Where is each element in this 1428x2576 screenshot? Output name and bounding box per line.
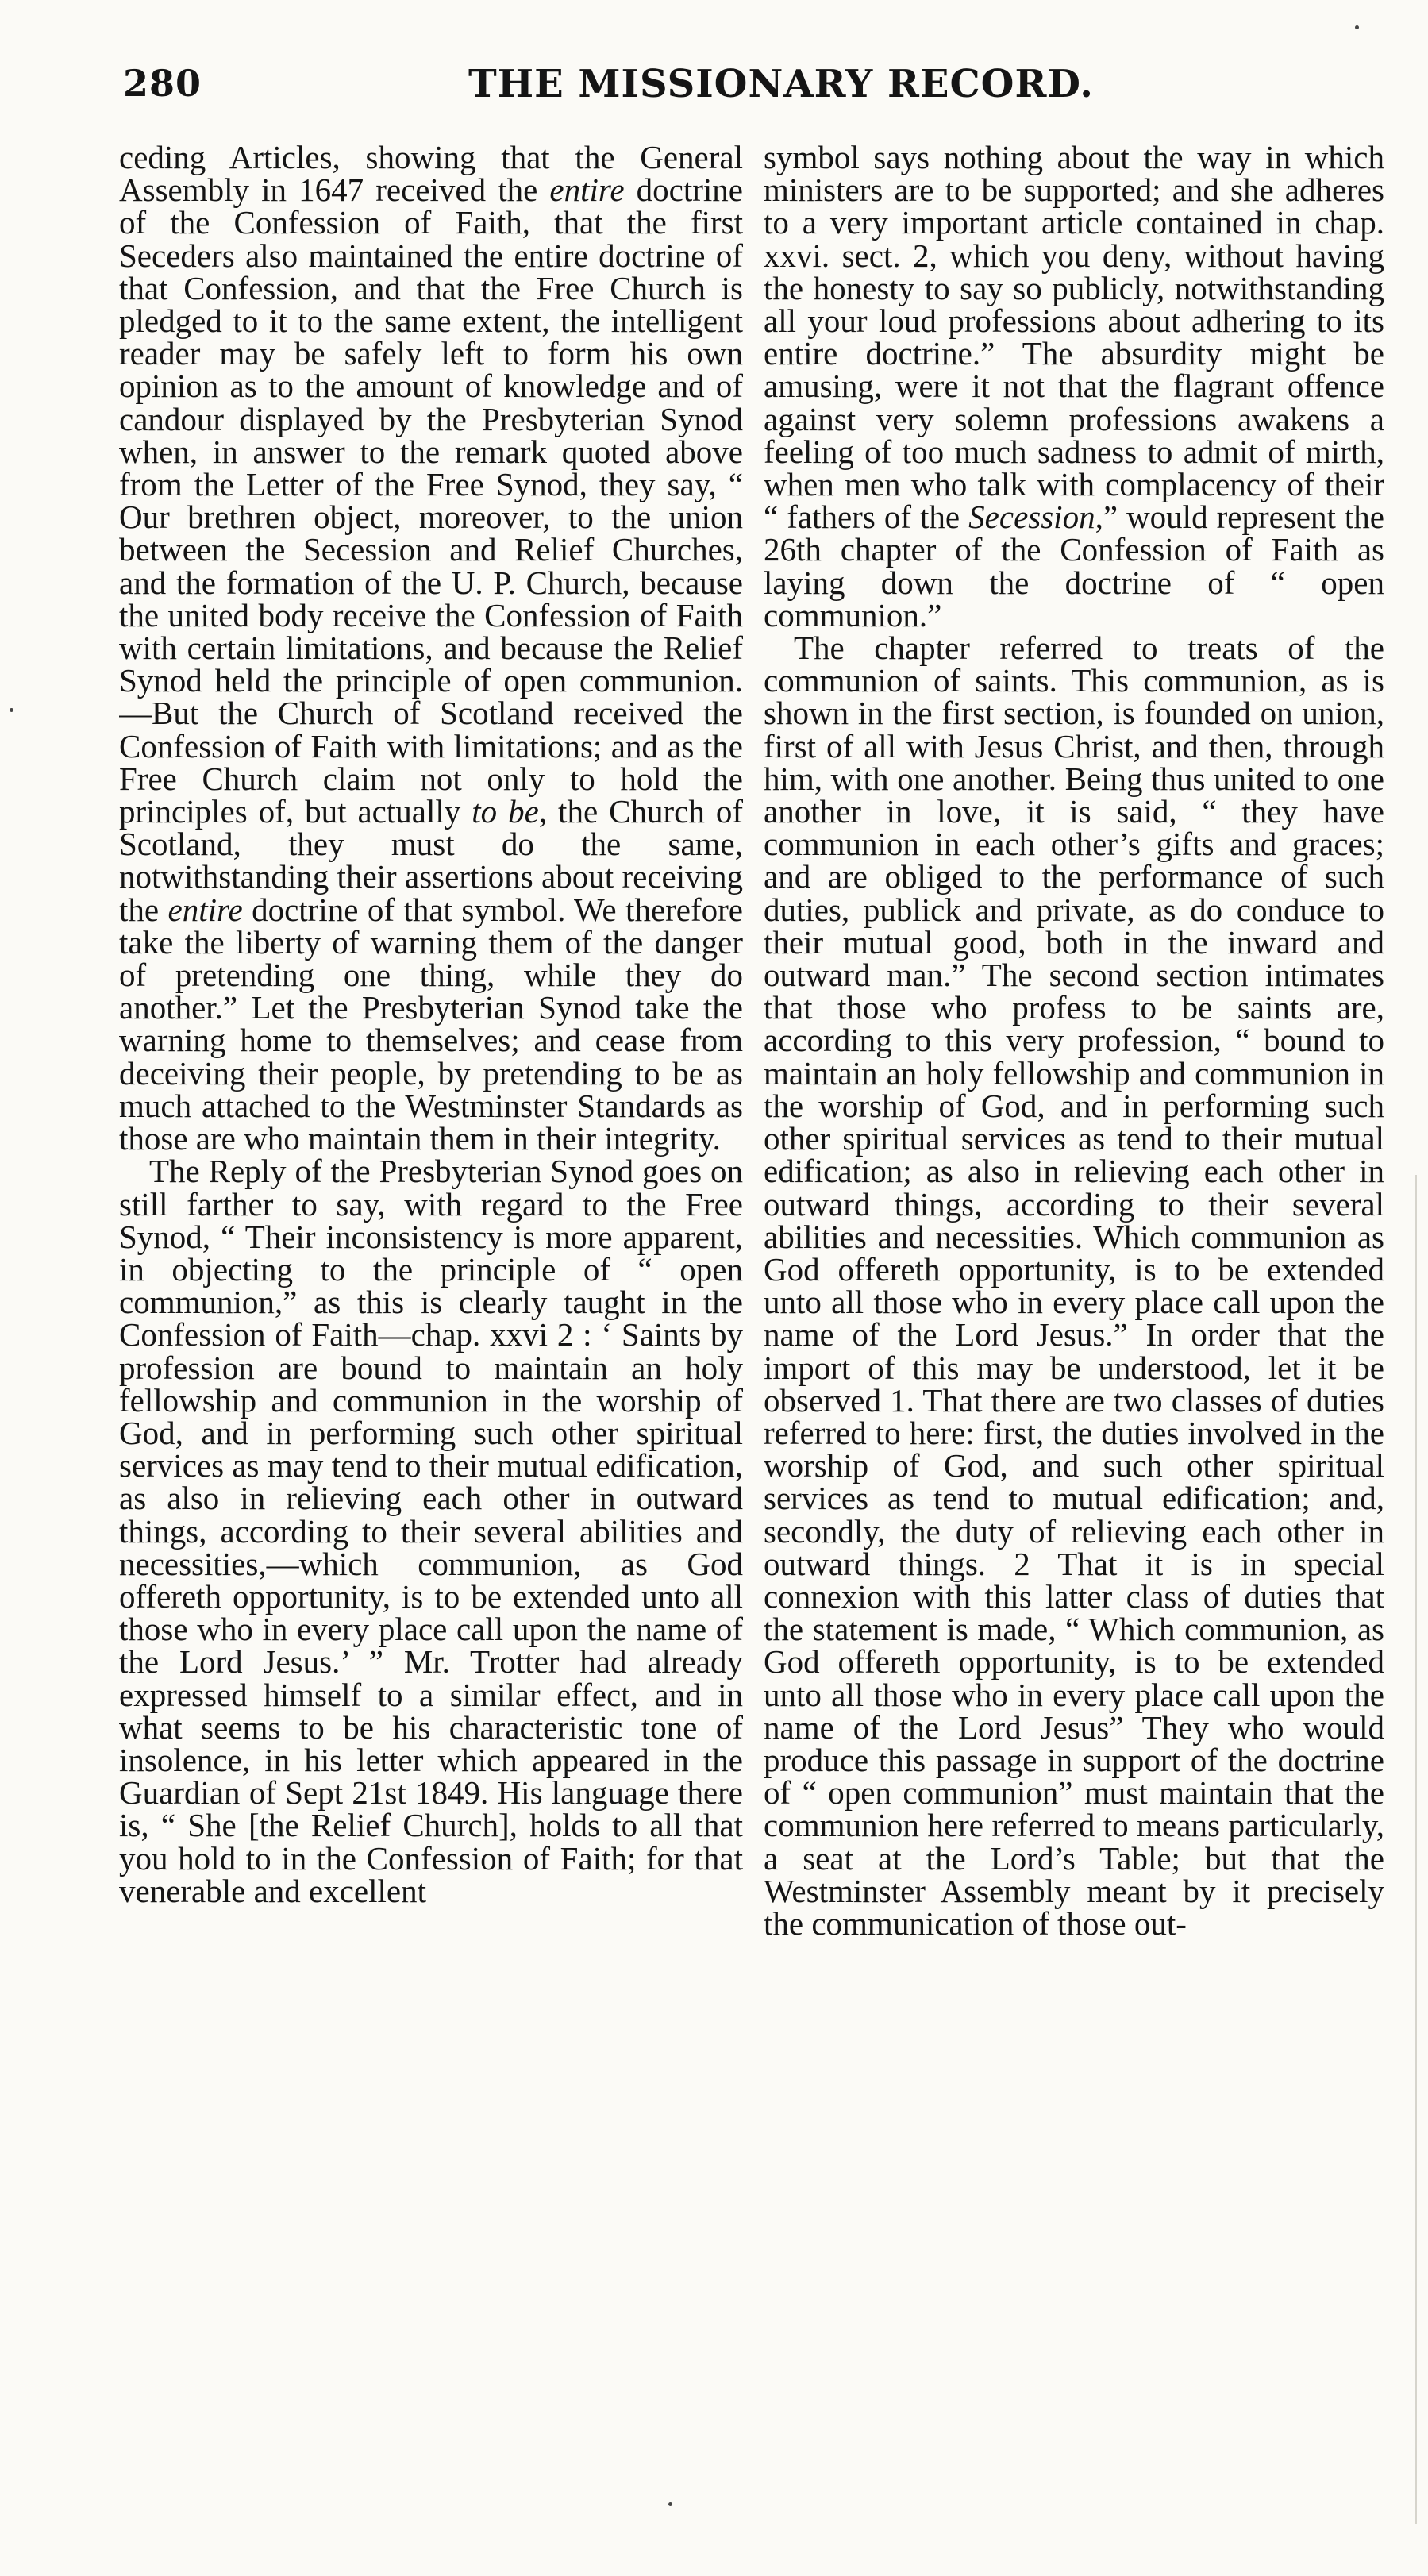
- page-edge-line: [1415, 1175, 1417, 2524]
- right-paragraph-2: The chapter referred to treats of the communion of saints. This communion, as is shown in the first section, is founded on union, first of all with Jesus Christ, and then, through him, with one another. Being thus united to one another in love, it is said, “ they have communion in each other’s gifts and graces; and are obliged to the performance of such duties, publick and private, as do conduce to their mutual good, both in the inward and outward man.” The second section intimates that those who profess to be saints are, according to this very profession, “ bound to maintain an holy fellowship and communion in the worship of God, and in performing such other spiritual services as tend to their mutual edification; as also in relieving each other in outward things, according to their several abilities and necessities. Which communion as God offereth opportunity, is to be extended unto all those who in every place call upon the name of the Lord Jesus.” In order that the import of this may be understood, let it be observed 1. That there are two classes of duties referred to here: first, the duties involved in the worship of God, and such other spiritual services as tend to mutual edification; and, secondly, the duty of relieving each other in outward things. 2 That it is in special connexion with this latter class of duties that the statement is made, “ Which communion, as God offereth opportunity, is to be extended unto all those who in every place call upon the name of the Lord Jesus” They who would produce this passage in support of the doctrine of “ open communion” must maintain that the communion here referred to means particularly, a seat at the Lord’s Table; but that the Westminster Assembly meant by it precisely the communication of those out-: [764, 630, 1384, 1942]
- page-number: 280: [123, 62, 202, 105]
- left-column: [119, 141, 743, 2547]
- left-paragraph-2: The Reply of the Presbyterian Synod goes on still farther to say, with regard to the Free Synod, “ Their inconsistency is more apparent, in objecting to the principle of “ open communion,” as this is clearly taught in the Confession of Faith—chap. xxvi 2 : ‘ Saints by profession are bound to maintain an holy fellowship and communion in the worship of God, and in performing such other spiritual services as may tend to their mutual edification, as also in relieving each other in outward things, according to their several abilities and necessities,—which communion, as God offereth opportunity, is to be extended unto all those who in every place call upon the name of the Lord Jesus.’ ” Mr. Trotter had already expressed himself to a similar effect, and in what seems to be his characteristic tone of insolence, in his letter which appeared in the Guardian of Sept 21st 1849. His language there is, “ She [the Relief Church], holds to all that you hold to in the Confession of Faith; for that venerable and excellent: [119, 1153, 743, 1909]
- scan-speck-left: [10, 708, 13, 712]
- scan-speck-bottom: [668, 2502, 672, 2506]
- right-column: [764, 141, 1384, 2547]
- left-paragraph-1: ceding Articles, showing that the General Assembly in 1647 received the entire doctrine of the Confession of Faith, that the first Seceders also maintained the entire doctrine of that Confession, and that the Free Church is pledged to it to the same extent, the intelligent reader may be safely left to form his own opinion as to the amount of knowledge and of candour displayed by the Presbyterian Synod when, in answer to the remark quoted above from the Letter of the Free Synod, they say, “ Our brethren object, moreover, to the union between the Secession and Relief Churches, and the formation of the U. P. Church, because the united body receive the Confession of Faith with certain limitations, and because the Relief Synod held the principle of open communion.—But the Church of Scotland received the Confession of Faith with limitations; and as the Free Church claim not only to hold the principles of, but actually to be, the Church of Scotland, they must do the same, notwithstanding their assertions about receiving the entire doctrine of that symbol. We therefore take the liberty of warning them of the danger of pretending one thing, while they do another.” Let the Presbyterian Synod take the warning home to themselves; and cease from deceiving their people, by pretending to be as much attached to the Westminster Standards as those are who maintain them in their integrity.: [119, 141, 743, 1157]
- running-title: THE MISSIONARY RECORD.: [468, 62, 1095, 106]
- right-paragraph-1: symbol says nothing about the way in which ministers are to be supported; and she adheres to a very important article contained in chap. xxvi. sect. 2, which you deny, without having the honesty to say so publicly, notwithstanding all your loud professions about adhering to its entire doctrine.” The absurdity might be amusing, were it not that the flagrant offence against very solemn professions awakens a feeling of too much sadness to admit of mirth, when men who talk with complacency of their “ fathers of the Secession,” would represent the 26th chapter of the Confession of Faith as laying down the doctrine of “ open communion.”: [764, 141, 1384, 633]
- scan-speck-top: [1355, 25, 1359, 29]
